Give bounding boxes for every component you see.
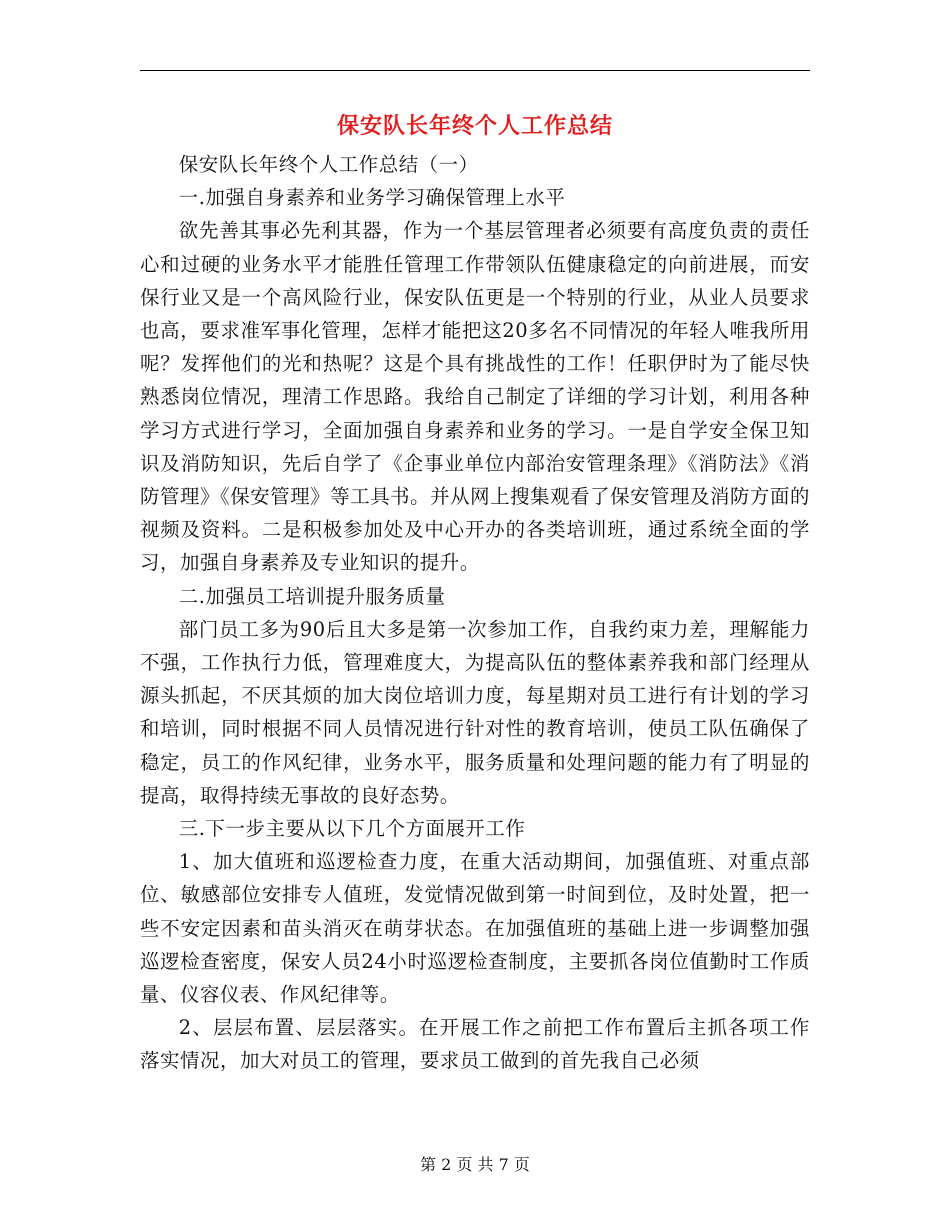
document-body: [140, 148, 810, 1078]
section-heading-2: 二.加强员工培训提升服务质量: [178, 584, 446, 608]
footer-total-pages: 7: [498, 1155, 509, 1174]
paragraph: 1、加大值班和巡逻检查力度，在重大活动期间，加强值班、对重点部位、敏感部位安排专人值班，发觉情况做到第一时间到位，及时处置，把一些不安定因素和苗头消灭在萌芽状态。在加强值班的基础上进一步调整加强巡逻检查密度，保安人员24小时巡逻检查制度，主要抓各岗位值勤时工作质量、仪容仪表、作风纪律等。: [140, 850, 810, 1007]
section-heading-3: 三.下一步主要从以下几个方面展开工作: [178, 817, 526, 841]
section-heading-1: 一.加强自身素养和业务学习确保管理上水平: [178, 186, 566, 210]
paragraph: 部门员工多为90后且大多是第一次参加工作，自我约束力差，理解能力不强，工作执行力低，管理难度大，为提高队伍的整体素养我和部门经理从源头抓起，不厌其烦的加大岗位培训力度，每星期对员工进行有计划的学习和培训，同时根据不同人员情况进行针对性的教育培训，使员工队伍确保了稳定，员工的作风纪律，业务水平，服务质量和处理问题的能力有了明显的提高，取得持续无事故的良好态势。: [140, 617, 810, 807]
paragraph: 欲先善其事必先利其器，作为一个基层管理者必须要有高度负责的责任心和过硬的业务水平才能胜任管理工作带领队伍健康稳定的向前进展，而安保行业又是一个高风险行业，保安队伍更是一个特别的行业，从业人员要求也高，要求准军事化管理，怎样才能把这20多名不同情况的年轻人唯我所用呢？发挥他们的光和热呢？这是个具有挑战性的工作！任职伊时为了能尽快熟悉岗位情况，理清工作思路。我给自己制定了详细的学习计划，利用各种学习方式进行学习，全面加强自身素养和业务的学习。一是自学安全保卫知识及消防知识，先后自学了《企事业单位内部治安管理条理》《消防法》《消防管理》《保安管理》等工具书。并从网上搜集观看了保安管理及消防方面的视频及资料。二是积极参加处及中心开办的各类培训班，通过系统全面的学习，加强自身素养及专业知识的提升。: [140, 219, 810, 575]
footer-suffix: 页: [513, 1155, 530, 1174]
paragraph-subtitle: 保安队长年终个人工作总结（一）: [178, 153, 479, 176]
document-title: 保安队长年终个人工作总结: [336, 113, 613, 139]
page-footer: [0, 1153, 950, 1177]
footer-page-number: 2: [441, 1155, 452, 1174]
header-rule: [140, 70, 810, 71]
footer-prefix: 第: [420, 1155, 437, 1174]
footer-mid: 页 共: [456, 1155, 494, 1174]
paragraph: 2、层层布置、层层落实。在开展工作之前把工作布置后主抓各项工作落实情况，加大对员工的管理，要求员工做到的首先我自己必须: [140, 1016, 810, 1073]
